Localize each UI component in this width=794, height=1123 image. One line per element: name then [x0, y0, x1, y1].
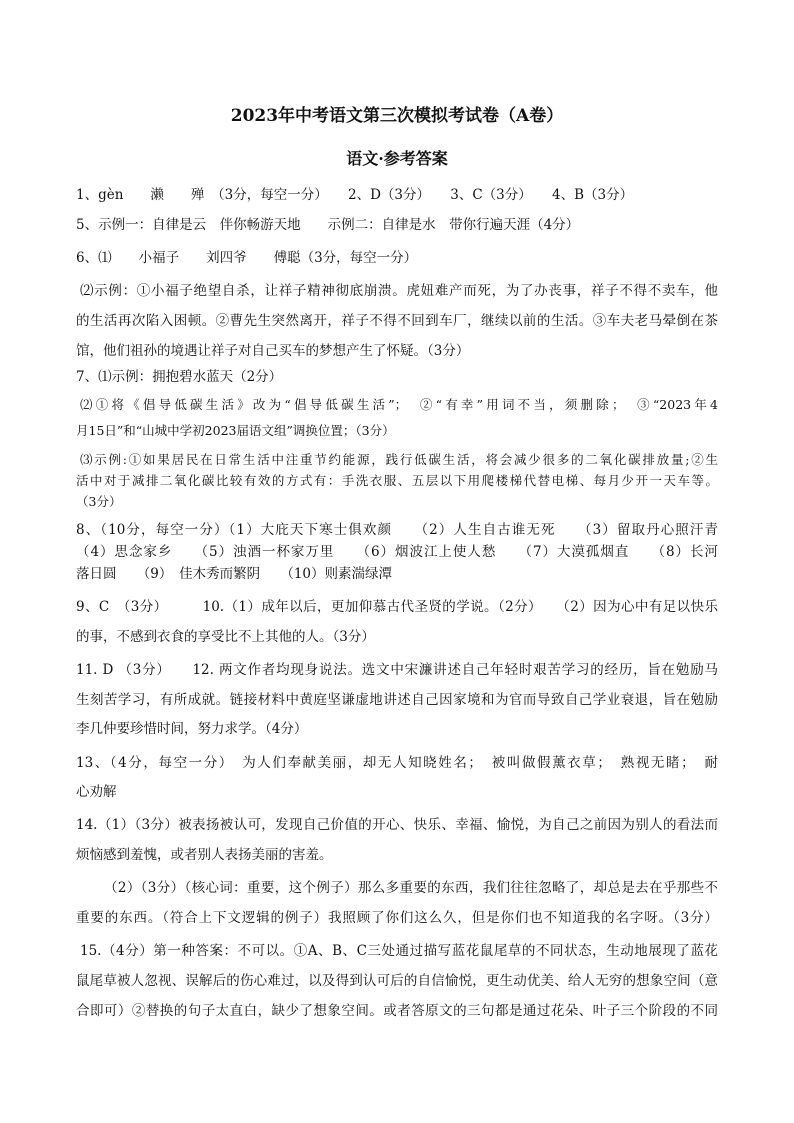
page-subtitle: 语文·参考答案 — [346, 149, 448, 168]
answer-line: 13、（4分，每空一分） 为人们奉献美丽，却无人知晓姓名； 被叫做假薰衣草； 熟视无睹； 耐 — [76, 755, 718, 771]
answer-line: 馆，他们祖孙的境遇让祥子对自己买车的梦想产生了怀疑。（3分） — [76, 343, 470, 359]
answer-line: ⑵示例：①小福子绝望自杀，让祥子精神彻底崩溃。虎妞难产而死，为了办丧事，祥子不得不卖车，他 — [80, 283, 718, 299]
page-title: 2023年中考语文第三次模拟考试卷（A卷） — [230, 106, 564, 126]
answer-line: 烦恼感到羞愧，或者别人表扬美丽的害羞。 — [76, 847, 333, 863]
answer-line: 8、（10分，每空一分）（1）大庇天下寒士俱欢颜 （2）人生自古谁无死 （3）留取丹心照汗青 — [76, 522, 718, 538]
answer-line: 7、⑴示例：拥抱碧水蓝天（2分） — [76, 369, 283, 385]
answer-line: （3分） — [76, 494, 122, 509]
answer-line: 的生活再次陷入困顿。②曹先生突然离开，祥子不得不回到车厂，继续以前的生活。③车夫老马晕倒在茶 — [76, 313, 718, 329]
answer-line: 合即可）②替换的句子太直白，缺少了想象空间。或者答原文的三句都是通过花朵、叶子三个阶段的不同 — [76, 1003, 718, 1019]
answer-line: 9、C （3分） 10.（1）成年以后，更加仰慕古代圣贤的学说。（2分） （2）因为心中有足以快乐 — [76, 599, 718, 615]
answer-line: 落日圆 （9） 佳木秀而繁阴 （10）则素湍绿潭 — [76, 566, 393, 582]
answer-line: 重要的东西。（符合上下文逻辑的例子）我照顾了你们这么久，但是你们也不知道我的名字呀。（3分） — [76, 910, 718, 926]
answer-line: 15.（4分）第一种答案：不可以。①A、B、C三处通过描写蓝花鼠尾草的不同状态，生动地展现了蓝花 — [80, 943, 718, 959]
answer-line: 5、示例一：自律是云 伴你畅游天地 示例二：自律是水 带你行遍天涯（4分） — [76, 217, 580, 233]
answer-line: （2）（3分）（核心词：重要，这个例子）那么多重要的东西，我们往往忽略了，却总是去在乎那些不 — [104, 880, 718, 896]
answer-line: 鼠尾草被人忽视、误解后的伤心难过，以及得到认可后的自信愉悦，更生动优美、给人无穷的想象空间（意 — [76, 973, 718, 989]
answer-line: ⑶示例:①如果居民在日常生活中注重节约能源，践行低碳生活，将会减少很多的二氧化碳排放量;②生 — [80, 452, 718, 467]
answer-line: 活中对于减排二氧化碳比较有效的方式有：手洗衣服、五层以下用爬楼梯代替电梯、每月少开一天车等。 — [76, 473, 718, 488]
answer-line: 14.（1）（3分）被表扬被认可，发现自己价值的开心、快乐、幸福、愉悦，为自己之前因为别人的看法而 — [76, 817, 718, 833]
answer-line: 的事，不感到衣食的享受比不上其他的人。（3分） — [76, 629, 375, 645]
answer-line: ⑵①将《倡导低碳生活》改为“倡导低碳生活”； ②“有幸”用词不当，须删除； ③“2023年4 — [80, 397, 718, 412]
answer-line: 月15日”和“山城中学初2023届语文组”调换位置；（3分） — [76, 423, 395, 438]
answer-line: 11. D （3分） 12. 两文作者均现身说法。选文中宋濂讲述自己年轻时艰苦学习的经历，旨在勉励马 — [76, 662, 718, 678]
answer-line: 生刻苦学习，有所成就。链接材料中黄庭坚谦虚地讲述自己因家境和为官而导致自己学业衰退，旨在勉励 — [76, 692, 718, 708]
answer-line: 6、⑴ 小福子 刘四爷 傅聪（3分，每空一分） — [76, 250, 418, 266]
answer-line: 1、gèn 濑 殚 （3分，每空一分） 2、D（3分） 3、C（3分） 4、B（3分） — [76, 187, 634, 203]
answer-line: 心劝解 — [76, 784, 117, 800]
answer-line: 李几仲要珍惜时间，努力求学。（4分） — [76, 721, 308, 737]
answer-line: （4）思念家乡 （5）浊酒一杯家万里 （6）烟波江上使人愁 （7）大漠孤烟直 （8）长河 — [76, 544, 718, 560]
